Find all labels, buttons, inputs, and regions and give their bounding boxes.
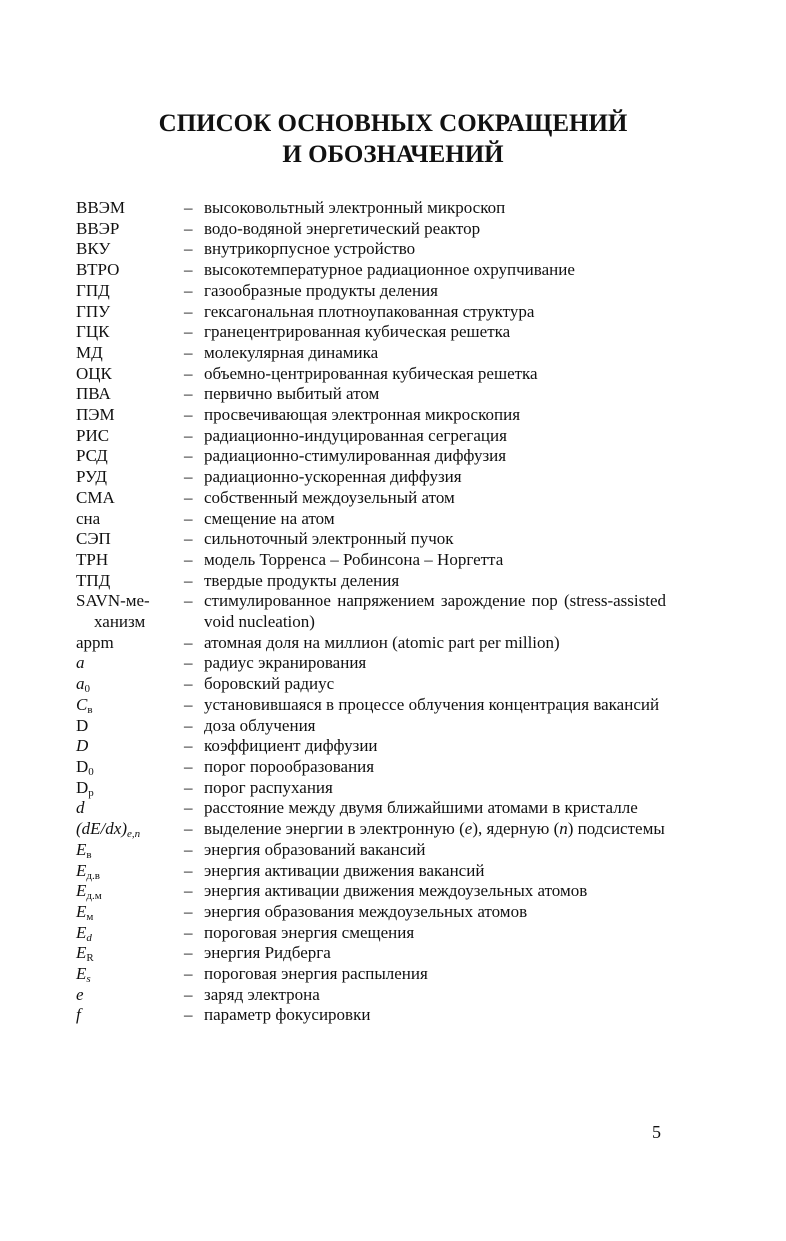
entry-rud [76,467,666,488]
entry-definition: молекулярная динамика [204,342,379,362]
title-line-2: И ОБОЗНАЧЕНИЙ [282,141,504,168]
term-symbol: a [76,653,85,673]
entry-ed [76,923,666,944]
term-subscript: д.в [86,869,100,882]
term-symbol: D [76,777,89,797]
entry-definition: сильноточный электронный пучок [204,529,454,549]
entry-ock [76,364,666,385]
entry-definition: энергия образования междоузельных атомов [204,901,528,921]
entry-dash: – [184,549,193,569]
entry-term: ВКУ [76,239,111,259]
entry-definition: высокотемпературное радиационное охрупчивание [204,260,575,280]
term-subscript: в [86,848,92,861]
entry-dash: – [184,881,193,901]
entry-definition: параметр фокусировки [204,1005,371,1025]
entry-term [76,695,184,716]
entry-definition: коэффициент диффузии [204,736,378,756]
entry-term: СЭП [76,529,111,549]
entry-term: ВВЭМ [76,198,126,217]
entry-sma [76,488,666,509]
entry-dash: – [184,591,193,611]
entry-dash: – [184,218,193,238]
entry-gck [76,322,666,343]
entry-vvem [76,198,666,219]
entry-term: РИС [76,425,110,445]
entry-dash: – [184,487,193,507]
entry-term [76,778,184,799]
term-symbol: E [76,860,87,880]
entry-definition: внутрикорпусное устройство [204,239,416,259]
entry-term: D [76,715,89,735]
entry-definition: собственный междоузельный атом [204,487,455,507]
entry-dash: – [184,819,193,839]
entry-dash: – [184,653,193,673]
entry-definition: газообразные продукты деления [204,280,438,300]
entry-tpd [76,571,666,592]
entry-definition: порог порообразования [204,756,375,776]
entry-md [76,343,666,364]
entry-term [76,674,184,695]
entry-dash: – [184,694,193,714]
entry-dash: – [184,860,193,880]
entry-dash: – [184,280,193,300]
entry-dash: – [184,239,193,259]
entry-definition: водо-водяной энергетический реактор [204,218,481,238]
entry-sna [76,509,666,530]
term-symbol: d [76,798,85,818]
entry-sep [76,529,666,550]
entry-dash: – [184,839,193,859]
entry-definition: боровский радиус [204,674,335,694]
entry-dash: – [184,467,193,487]
term-subscript: R [86,952,94,965]
entry-definition: пороговая энергия смещения [204,922,415,942]
term-subscript: м [86,910,94,923]
entry-savn [76,591,666,632]
term-symbol: E [76,943,87,963]
entry-dose [76,716,666,737]
entry-appm [76,633,666,654]
entry-dash: – [184,342,193,362]
entry-d-distance [76,798,666,819]
entry-term: ГПУ [76,301,111,321]
term-subscript: 0 [84,683,90,696]
entry-term [76,985,184,1006]
abbreviation-list [76,198,666,1026]
entry-vku [76,239,666,260]
entry-term: ТРН [76,549,109,569]
term-subscript: s [86,973,91,986]
entry-dp [76,778,666,799]
entry-definition: радиационно-ускоренная диффузия [204,467,462,487]
entry-term [76,923,184,944]
entry-dash: – [184,570,193,590]
entry-term: сна [76,508,101,528]
entry-term: СМА [76,487,115,507]
entry-term [76,861,184,882]
entry-definition: энергия образований вакансий [204,839,426,859]
page-number: 5 [652,1122,661,1142]
entry-term: ПВА [76,384,111,404]
entry-term [76,964,184,985]
entry-dash: – [184,984,193,1004]
term-line-2: ханизм [94,612,146,632]
entry-dash: – [184,715,193,735]
entry-definition: просвечивающая электронная микроскопия [204,405,521,425]
entry-dash: – [184,384,193,404]
entry-term [76,881,184,902]
term-symbol: E [76,922,87,942]
title-line-1: СПИСОК ОСНОВНЫХ СОКРАЩЕНИЙ [158,110,628,137]
entry-term [76,819,184,840]
entry-term: ГЦК [76,322,110,342]
entry-term [76,840,184,861]
term-symbol: E [76,901,87,921]
entry-term [76,591,184,632]
entry-term: ОЦК [76,363,112,383]
entry-dash: – [184,529,193,549]
term-subscript: d [86,931,92,944]
entry-ev [76,840,666,861]
entry-term [76,736,184,757]
entry-dash: – [184,322,193,342]
entry-definition: энергия активации движения междоузельных атомов [204,881,588,901]
entry-rsd [76,446,666,467]
term-symbol: e [76,984,84,1004]
entry-es [76,964,666,985]
entry-term [76,1005,184,1026]
entry-dash: – [184,777,193,797]
entry-dash: – [184,798,193,818]
term-symbol: D [76,736,89,756]
entry-gpu [76,302,666,323]
entry-definition: радиационно-индуцированная сегрегация [204,425,507,445]
entry-definition: гранецентрированная кубическая решетка [204,322,511,342]
entry-edv [76,861,666,882]
term-symbol: E [76,839,87,859]
term-symbol: E [76,881,87,901]
entry-definition: доза облучения [204,715,316,735]
entry-term: ПЭМ [76,405,115,425]
page-title [0,108,786,170]
entry-dash: – [184,425,193,445]
term-symbol: a [76,674,85,694]
entry-pva [76,384,666,405]
term-symbol: C [76,694,88,714]
term-symbol: f [76,1005,81,1025]
term-subscript: в [87,703,93,716]
entry-dash: – [184,756,193,776]
entry-definition: гексагональная плотноупакованная структура [204,301,535,321]
entry-gpd [76,281,666,302]
entry-dash: – [184,446,193,466]
entry-definition: атомная доля на миллион (atomic part per million) [204,632,560,652]
entry-term [76,798,184,819]
entry-dash: – [184,674,193,694]
entry-definition: модель Торренса – Робинсона – Норгетта [204,549,504,569]
entry-f [76,1005,666,1026]
entry-definition: первично выбитый атом [204,384,380,404]
entry-dash: – [184,1005,193,1025]
entry-er [76,943,666,964]
entry-term: ВТРО [76,260,120,280]
entry-definition: смещение на атом [204,508,335,528]
term-symbol: E [76,964,87,984]
entry-definition: объемно-центрированная кубическая решетка [204,363,538,383]
entry-definition: энергия активации движения вакансий [204,860,485,880]
entry-diffusion-coefficient [76,736,666,757]
entry-term [76,902,184,923]
term-subscript: p [88,786,94,799]
entry-trn [76,550,666,571]
entry-vver [76,219,666,240]
entry-definition: выделение энергии в электронную (e), ядерную (n) подсистемы [204,819,665,839]
entry-term [76,943,184,964]
entry-dash: – [184,922,193,942]
entry-dash: – [184,632,193,652]
entry-term: ВВЭР [76,218,120,238]
term-subscript: 0 [88,765,94,778]
entry-dash: – [184,260,193,280]
entry-d0 [76,757,666,778]
entry-definition: твердые продукты деления [204,570,400,590]
entry-dash: – [184,943,193,963]
term-subscript: д.м [86,890,102,903]
entry-a [76,653,666,674]
entry-definition: энергия Ридберга [204,943,331,963]
entry-term: МД [76,342,103,362]
entry-term: РУД [76,467,107,487]
entry-definition: установившаяся в процессе облучения концентрация вакансий [204,694,660,714]
term-line-1: SAVN-ме- [76,591,150,611]
term-subscript: e,n [126,828,141,841]
entry-definition: порог распухания [204,777,333,797]
entry-dash: – [184,405,193,425]
entry-ris [76,426,666,447]
entry-dash: – [184,301,193,321]
term-symbol: D [76,756,89,776]
entry-definition: расстояние между двумя ближайшими атомами в кристалле [204,798,638,818]
entry-dash: – [184,198,193,217]
entry-dash: – [184,901,193,921]
entry-term: appm [76,632,114,652]
entry-definition: радиационно-стимулированная диффузия [204,446,507,466]
entry-dash: – [184,736,193,756]
entry-a0 [76,674,666,695]
entry-e-charge [76,985,666,1006]
entry-dedx [76,819,666,840]
entry-term: ГПД [76,280,110,300]
entry-vtro [76,260,666,281]
entry-dash: – [184,508,193,528]
entry-definition: заряд электрона [204,984,320,1004]
term-symbol: (dE/dx) [76,819,127,839]
entry-dash: – [184,964,193,984]
entry-pem [76,405,666,426]
entry-cv [76,695,666,716]
entry-em [76,902,666,923]
entry-term: ТПД [76,570,111,590]
entry-definition: стимулированное напряжением зарождение пор (stress-assisted void nucleation) [204,591,666,632]
entry-definition: пороговая энергия распыления [204,964,428,984]
entry-term [76,653,184,674]
entry-definition: радиус экранирования [204,653,367,673]
entry-edm [76,881,666,902]
entry-definition: высоковольтный электронный микроскоп [204,198,506,217]
entry-dash: – [184,363,193,383]
entry-term: РСД [76,446,108,466]
entry-term [76,757,184,778]
